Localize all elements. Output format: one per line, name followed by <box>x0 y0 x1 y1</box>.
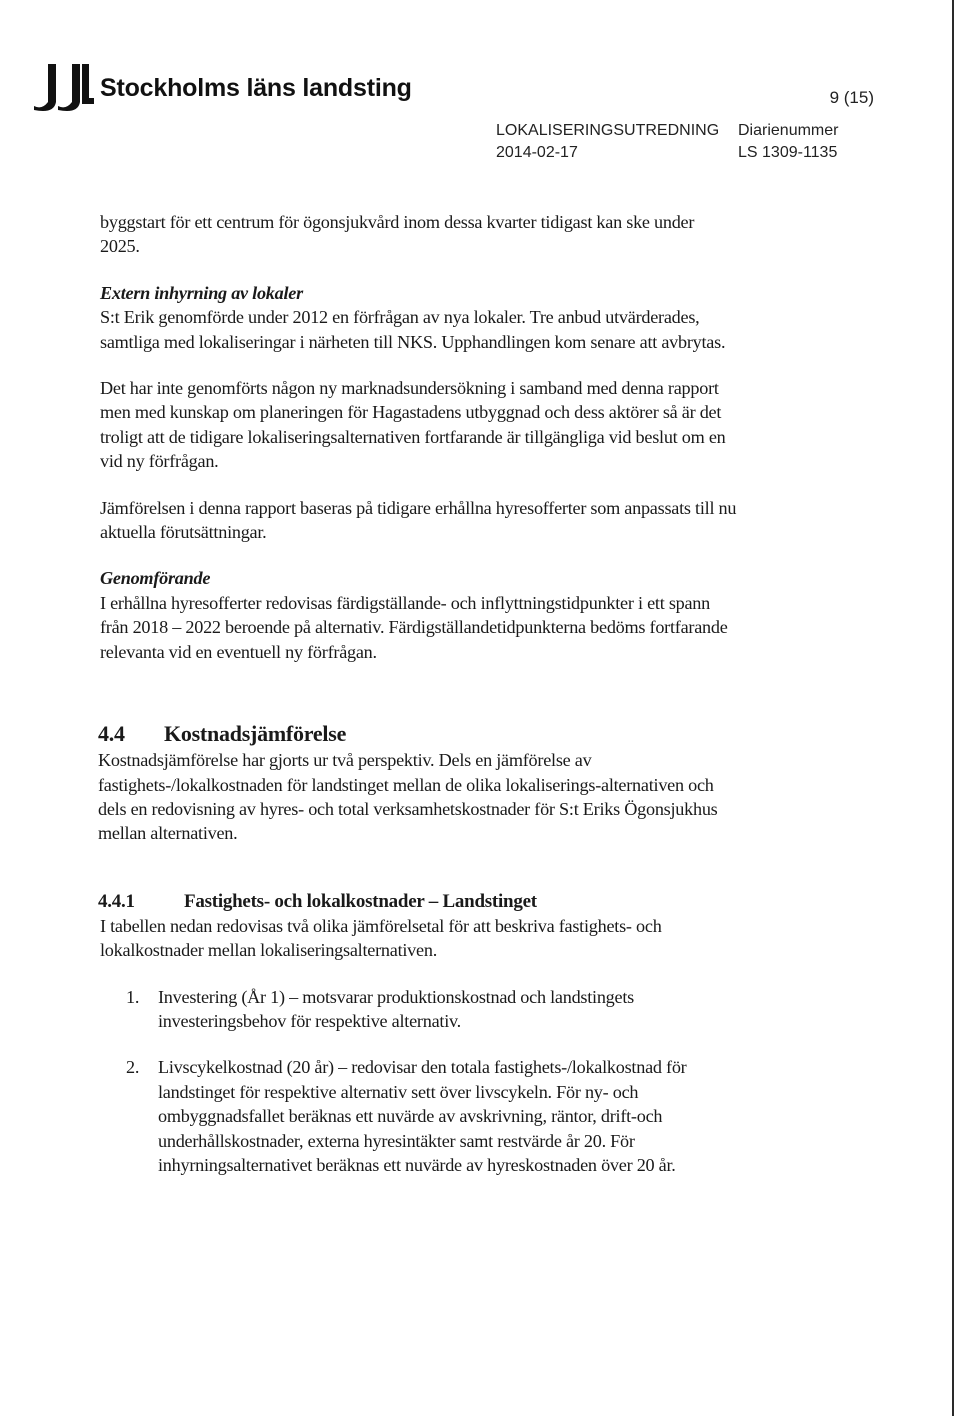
diary-number: LS 1309-1135 <box>738 144 838 161</box>
genomforande-heading: Genomförande <box>100 568 211 589</box>
section-4-4 <box>98 720 738 846</box>
organization-name: Stockholms läns landsting <box>100 74 412 102</box>
document-meta-right <box>738 120 838 164</box>
list-marker: 2. <box>126 1057 140 1078</box>
extern-paragraph: S:t Erik genomförde under 2012 en förfrågan av nya lokaler. Tre anbud utvärderades, samtliga med lokaliseringar i närheten till NKS. Upphandlingen kom senare att avbrytas. <box>100 307 726 352</box>
diary-label: Diarienummer <box>738 122 839 139</box>
intro-paragraph: byggstart för ett centrum för ögonsjukvård inom dessa kvarter tidigast kan ske under 2025. <box>100 212 695 257</box>
section-number: 4.4 <box>98 721 125 747</box>
comparison-paragraph: Jämförelsen i denna rapport baseras på tidigare erhållna hyresofferter som anpassats till nu aktuella förutsättningar. <box>100 497 737 543</box>
subsection-title: Fastighets- och lokalkostnader – Landstinget <box>184 890 537 912</box>
page-body <box>98 210 738 1199</box>
document-date: 2014-02-17 <box>496 144 578 161</box>
list-item <box>98 1055 738 1177</box>
genomforande-block <box>100 566 738 664</box>
page-edge-rule <box>952 0 954 1416</box>
list-marker: 1. <box>126 986 140 1007</box>
section-4-4-1 <box>98 890 738 1178</box>
document-type: LOKALISERINGSUTREDNING <box>496 122 720 139</box>
genomforande-paragraph: I erhållna hyresofferter redovisas färdigställande- och inflyttningstidpunkter i ett spann från 2018 – 2022 beroende på alternativ. Färdigställandetidpunkterna bedöms fortfarande relevanta vid en eventuell ny förfrågan. <box>100 592 728 662</box>
list-item-text: Livscykelkostnad (20 år) – redovisar den totala fastighets-/lokalkostnad för landstinget för respektive alternativ sett över livscykeln. För ny- och ombyggnadsfallet beräknas ett nuvärde av avskrivning, räntor, drift-och underhållskostnader, externa hyresintäkter samt restvärde år 20. För inhyrningsalternativet beräknas ett nuvärde av hyreskostnaden över 20 år. <box>158 1057 687 1175</box>
comparison-list <box>98 985 738 1178</box>
page-header <box>0 0 960 180</box>
sll-logo-icon <box>32 60 94 112</box>
list-item-text: Investering (År 1) – motsvarar produktionskostnad och landstingets investeringsbehov för respektive alternativ. <box>158 986 634 1031</box>
page-number: 9 (15) <box>829 88 874 107</box>
extern-heading: Extern inhyrning av lokaler <box>100 282 303 303</box>
document-meta-left <box>496 120 719 164</box>
section-heading <box>98 720 738 748</box>
market-paragraph: Det har inte genomförts någon ny marknadsundersökning i samband med denna rapport men med kunskap om planeringen för Hagastadens utbyggnad och dess aktörer så är det troligt att de tidigare lokaliseringsalternativen fortfarande är tillgängliga vid beslut om en vid ny förfrågan. <box>100 378 726 472</box>
subsection-paragraph: I tabellen nedan redovisas två olika jämförelsetal för att beskriva fastighets- och lokalkostnader mellan lokaliseringsalternativen. <box>100 915 662 961</box>
subsection-heading <box>98 890 738 914</box>
list-item <box>98 985 738 1034</box>
section-title: Kostnadsjämförelse <box>164 721 347 747</box>
section-paragraph: Kostnadsjämförelse har gjorts ur två perspektiv. Dels en jämförelse av fastighets-/lokalkostnaden för landstinget mellan de olika lokaliserings-alternativen och dels en redovisning av hyres- och total verksamhetskostnader för S:t Eriks Ögonsjukhus mellan alternativen. <box>98 750 718 844</box>
subsection-number: 4.4.1 <box>98 890 135 912</box>
extern-block <box>100 281 738 354</box>
